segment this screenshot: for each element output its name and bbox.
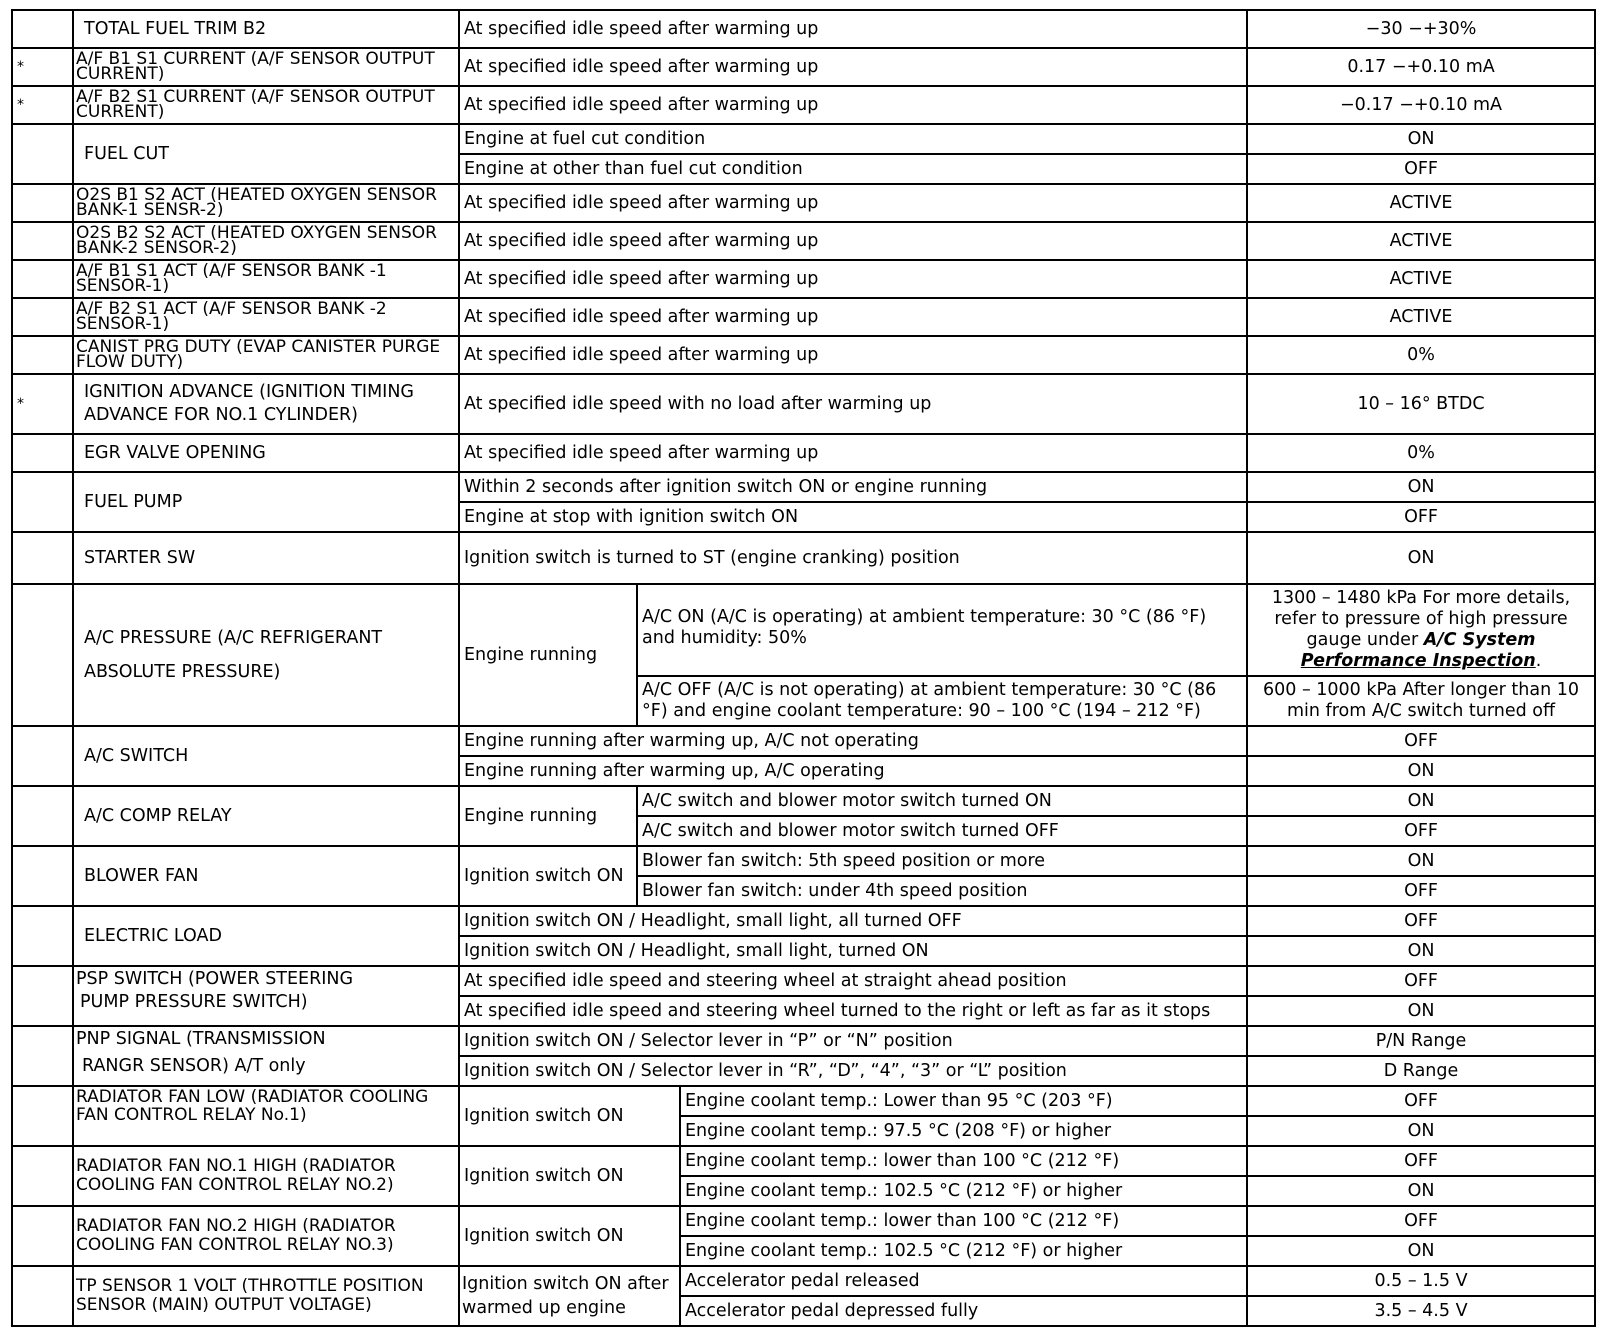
item-name: TOTAL FUEL TRIM B2 <box>73 10 459 48</box>
condition: At specified idle speed after warming up <box>459 184 1247 222</box>
normal-value: 0.17 −+0.10 mA <box>1247 48 1595 86</box>
normal-value: 10 – 16° BTDC <box>1247 374 1595 434</box>
table-row <box>12 786 1595 816</box>
item-name <box>73 584 459 726</box>
condition: Engine coolant temp.: lower than 100 °C (212 °F) <box>680 1206 1247 1236</box>
normal-value: OFF <box>1247 816 1595 846</box>
normal-value: −30 −+30% <box>1247 10 1595 48</box>
table-row <box>12 966 1595 996</box>
normal-value: ACTIVE <box>1247 184 1595 222</box>
condition: Accelerator pedal released <box>680 1266 1247 1296</box>
item-name <box>73 966 459 1026</box>
marker-cell <box>12 1086 73 1146</box>
marker-cell <box>12 786 73 846</box>
condition-main: Engine running <box>459 584 637 726</box>
normal-value: OFF <box>1247 1206 1595 1236</box>
item-name <box>73 1026 459 1086</box>
normal-value: ACTIVE <box>1247 222 1595 260</box>
item-name: A/F B1 S1 ACT (A/F SENSOR BANK -1 SENSOR-1) <box>73 260 459 298</box>
marker-asterisk: * <box>12 48 73 86</box>
condition: At specified idle speed after warming up <box>459 434 1247 472</box>
condition: Engine running after warming up, A/C not operating <box>459 726 1247 756</box>
table-row <box>12 336 1595 374</box>
marker-cell <box>12 336 73 374</box>
normal-value: ON <box>1247 846 1595 876</box>
table-row <box>12 1146 1595 1176</box>
condition: Ignition switch ON / Headlight, small light, turned ON <box>459 936 1247 966</box>
marker-cell <box>12 726 73 786</box>
table-row <box>12 260 1595 298</box>
item-name: RADIATOR FAN LOW (RADIATOR COOLING FAN CONTROL RELAY No.1) <box>73 1086 459 1146</box>
item-name: A/F B2 S1 CURRENT (A/F SENSOR OUTPUT CURRENT) <box>73 86 459 124</box>
condition: Blower fan switch: 5th speed position or more <box>637 846 1247 876</box>
table-row <box>12 124 1595 154</box>
table-row <box>12 298 1595 336</box>
item-name: A/C COMP RELAY <box>73 786 459 846</box>
item-name: O2S B1 S2 ACT (HEATED OXYGEN SENSOR BANK-1 SENSR-2) <box>73 184 459 222</box>
normal-value: ON <box>1247 756 1595 786</box>
condition-main: Ignition switch ON <box>459 846 637 906</box>
normal-value: OFF <box>1247 154 1595 184</box>
table-row <box>12 726 1595 756</box>
condition: At specified idle speed after warming up <box>459 222 1247 260</box>
condition: Engine coolant temp.: 97.5 °C (208 °F) or higher <box>680 1116 1247 1146</box>
marker-cell <box>12 906 73 966</box>
value-text: . <box>1535 651 1542 671</box>
normal-value: OFF <box>1247 966 1595 996</box>
normal-value: OFF <box>1247 906 1595 936</box>
marker-cell <box>12 434 73 472</box>
marker-asterisk: * <box>12 86 73 124</box>
condition: A/C switch and blower motor switch turned ON <box>637 786 1247 816</box>
condition: At specified idle speed after warming up <box>459 10 1247 48</box>
normal-value: 0.5 – 1.5 V <box>1247 1266 1595 1296</box>
marker-cell <box>12 1146 73 1206</box>
condition: At specified idle speed and steering wheel turned to the right or left as far as it stops <box>459 996 1247 1026</box>
condition: Engine coolant temp.: 102.5 °C (212 °F) or higher <box>680 1236 1247 1266</box>
normal-value: OFF <box>1247 726 1595 756</box>
normal-value: 600 – 1000 kPa After longer than 10 min from A/C switch turned off <box>1247 676 1595 726</box>
condition: Blower fan switch: under 4th speed position <box>637 876 1247 906</box>
normal-value: ON <box>1247 786 1595 816</box>
item-name-line: PNP SIGNAL (TRANSMISSION <box>76 1029 326 1049</box>
marker-cell <box>12 1206 73 1266</box>
table-row <box>12 86 1595 124</box>
condition: Within 2 seconds after ignition switch ON or engine running <box>459 472 1247 502</box>
item-name: FUEL PUMP <box>73 472 459 532</box>
condition: Engine at stop with ignition switch ON <box>459 502 1247 532</box>
table-row <box>12 584 1595 676</box>
item-name: RADIATOR FAN NO.2 HIGH (RADIATOR COOLING FAN CONTROL RELAY NO.3) <box>73 1206 459 1266</box>
normal-value: D Range <box>1247 1056 1595 1086</box>
condition: Ignition switch ON / Headlight, small light, all turned OFF <box>459 906 1247 936</box>
condition: At specified idle speed after warming up <box>459 336 1247 374</box>
reference-link[interactable]: Performance Inspection <box>1300 651 1536 671</box>
condition: At specified idle speed after warming up <box>459 260 1247 298</box>
item-name: STARTER SW <box>73 532 459 584</box>
item-name-line: RANGR SENSOR) A/T only <box>82 1056 306 1076</box>
table-row <box>12 1086 1595 1116</box>
condition: Ignition switch ON / Selector lever in “P” or “N” position <box>459 1026 1247 1056</box>
normal-value: ON <box>1247 472 1595 502</box>
marker-cell <box>12 966 73 1026</box>
item-name: ELECTRIC LOAD <box>73 906 459 966</box>
condition-main: Ignition switch ON <box>459 1146 680 1206</box>
item-name: FUEL CUT <box>73 124 459 184</box>
value-text: 1300 – 1480 kPa For more details, refer to pressure of high pressure gauge under <box>1271 588 1571 650</box>
condition-main: Engine running <box>459 786 637 846</box>
table-row <box>12 222 1595 260</box>
marker-cell <box>12 584 73 726</box>
condition-main: Ignition switch ON <box>459 1206 680 1266</box>
normal-value: ON <box>1247 1116 1595 1146</box>
normal-value: 0% <box>1247 434 1595 472</box>
normal-value: OFF <box>1247 876 1595 906</box>
condition: A/C ON (A/C is operating) at ambient temperature: 30 °C (86 °F) and humidity: 50% <box>637 584 1247 676</box>
condition: A/C OFF (A/C is not operating) at ambient temperature: 30 °C (86 °F) and engine coolant temperature: 90 – 100 °C (194 – 212 °F) <box>637 676 1247 726</box>
condition: Engine running after warming up, A/C operating <box>459 756 1247 786</box>
normal-value: ON <box>1247 1236 1595 1266</box>
condition: At specified idle speed with no load after warming up <box>459 374 1247 434</box>
item-name: RADIATOR FAN NO.1 HIGH (RADIATOR COOLING FAN CONTROL RELAY NO.2) <box>73 1146 459 1206</box>
normal-value: OFF <box>1247 502 1595 532</box>
condition: Ignition switch is turned to ST (engine cranking) position <box>459 532 1247 584</box>
normal-value: OFF <box>1247 1086 1595 1116</box>
data-list-spec-table <box>11 9 1596 1327</box>
condition: Ignition switch ON / Selector lever in “R”, “D”, “4”, “3” or “L” position <box>459 1056 1247 1086</box>
table-row <box>12 846 1595 876</box>
table-row <box>12 472 1595 502</box>
marker-asterisk: * <box>12 374 73 434</box>
condition: Engine coolant temp.: lower than 100 °C (212 °F) <box>680 1146 1247 1176</box>
table-row <box>12 532 1595 584</box>
item-name: A/F B2 S1 ACT (A/F SENSOR BANK -2 SENSOR-1) <box>73 298 459 336</box>
condition: At specified idle speed after warming up <box>459 86 1247 124</box>
marker-cell <box>12 260 73 298</box>
item-name: CANIST PRG DUTY (EVAP CANISTER PURGE FLOW DUTY) <box>73 336 459 374</box>
condition: Engine coolant temp.: 102.5 °C (212 °F) or higher <box>680 1176 1247 1206</box>
normal-value: OFF <box>1247 1146 1595 1176</box>
marker-cell <box>12 1266 73 1326</box>
condition: Accelerator pedal depressed fully <box>680 1296 1247 1326</box>
condition-main: Ignition switch ON <box>459 1086 680 1146</box>
item-name: BLOWER FAN <box>73 846 459 906</box>
normal-value: ACTIVE <box>1247 298 1595 336</box>
marker-cell <box>12 846 73 906</box>
condition: Engine at other than fuel cut condition <box>459 154 1247 184</box>
normal-value: −0.17 −+0.10 mA <box>1247 86 1595 124</box>
table-row <box>12 1266 1595 1296</box>
normal-value <box>1247 584 1595 676</box>
table-row <box>12 1026 1595 1056</box>
reference-emphasis: A/C System <box>1423 630 1536 650</box>
normal-value: 0% <box>1247 336 1595 374</box>
condition: A/C switch and blower motor switch turned OFF <box>637 816 1247 846</box>
item-name-line: ABSOLUTE PRESSURE) <box>84 662 281 682</box>
normal-value: ON <box>1247 1176 1595 1206</box>
normal-value: 3.5 – 4.5 V <box>1247 1296 1595 1326</box>
item-name: O2S B2 S2 ACT (HEATED OXYGEN SENSOR BANK-2 SENSOR-2) <box>73 222 459 260</box>
item-name-line: PSP SWITCH (POWER STEERING <box>76 969 354 989</box>
table-row <box>12 48 1595 86</box>
table-row <box>12 434 1595 472</box>
item-name: A/F B1 S1 CURRENT (A/F SENSOR OUTPUT CURRENT) <box>73 48 459 86</box>
item-name-line: PUMP PRESSURE SWITCH) <box>80 992 308 1012</box>
table-row <box>12 1206 1595 1236</box>
marker-cell <box>12 472 73 532</box>
condition: Engine at fuel cut condition <box>459 124 1247 154</box>
condition: At specified idle speed and steering wheel at straight ahead position <box>459 966 1247 996</box>
item-name-line: A/C PRESSURE (A/C REFRIGERANT <box>84 628 383 648</box>
item-name: A/C SWITCH <box>73 726 459 786</box>
normal-value: ON <box>1247 532 1595 584</box>
marker-cell <box>12 298 73 336</box>
table-row <box>12 184 1595 222</box>
item-name: TP SENSOR 1 VOLT (THROTTLE POSITION SENSOR (MAIN) OUTPUT VOLTAGE) <box>73 1266 459 1326</box>
item-name: IGNITION ADVANCE (IGNITION TIMING ADVANCE FOR NO.1 CYLINDER) <box>73 374 459 434</box>
table-row <box>12 906 1595 936</box>
marker-cell <box>12 1026 73 1086</box>
marker-cell <box>12 184 73 222</box>
normal-value: ON <box>1247 124 1595 154</box>
condition: At specified idle speed after warming up <box>459 48 1247 86</box>
condition-main: Ignition switch ON after warmed up engine <box>459 1266 680 1326</box>
normal-value: ON <box>1247 936 1595 966</box>
normal-value: ACTIVE <box>1247 260 1595 298</box>
marker-cell <box>12 10 73 48</box>
condition: Engine coolant temp.: Lower than 95 °C (203 °F) <box>680 1086 1247 1116</box>
item-name: EGR VALVE OPENING <box>73 434 459 472</box>
normal-value: P/N Range <box>1247 1026 1595 1056</box>
marker-cell <box>12 124 73 184</box>
normal-value: ON <box>1247 996 1595 1026</box>
table-row <box>12 374 1595 434</box>
marker-cell <box>12 222 73 260</box>
marker-cell <box>12 532 73 584</box>
spec-table-wrapper <box>11 9 1596 1327</box>
table-row <box>12 10 1595 48</box>
condition: At specified idle speed after warming up <box>459 298 1247 336</box>
